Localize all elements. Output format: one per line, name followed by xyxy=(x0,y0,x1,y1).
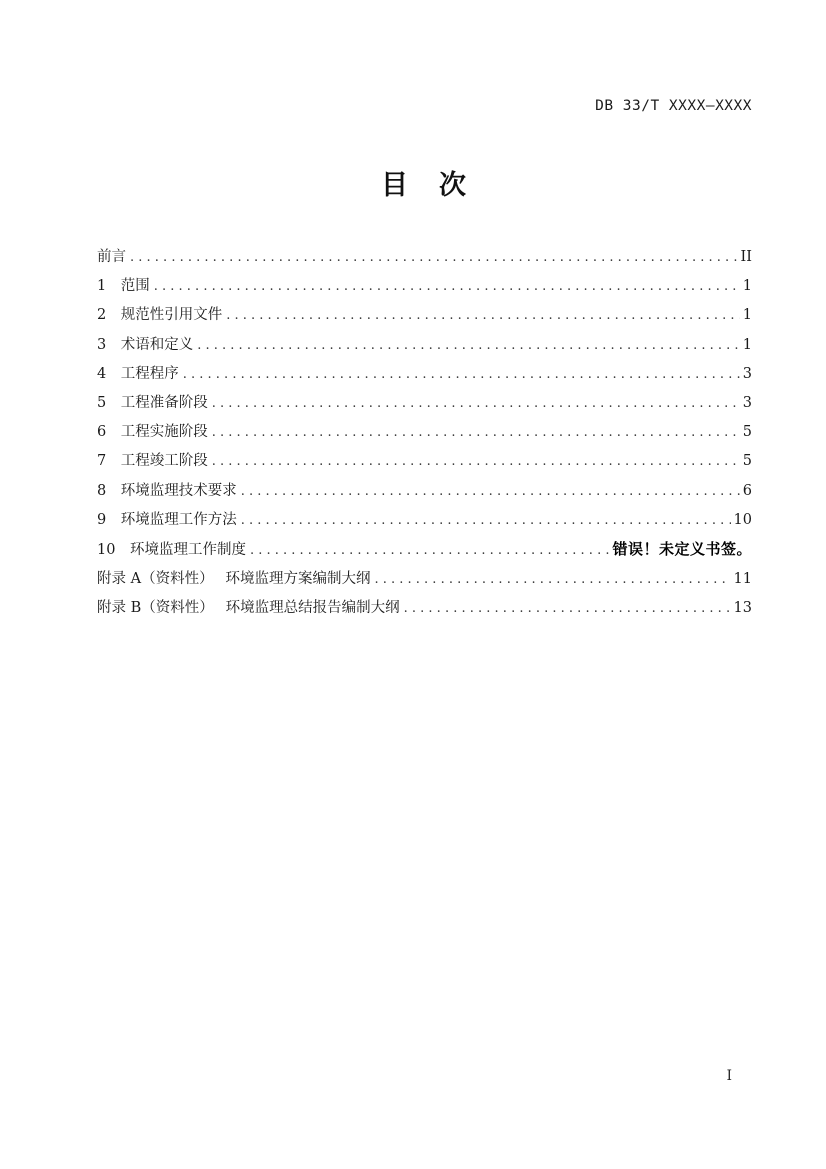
toc-page-number: 5 xyxy=(742,453,752,470)
toc-entry-label: 附录 A（资料性） 环境监理方案编制大纲 xyxy=(97,571,371,588)
toc-entry-label: 7 工程竣工阶段 xyxy=(97,453,208,470)
toc-entry-label: 1 范围 xyxy=(97,278,150,295)
toc-page-number: 1 xyxy=(742,336,752,353)
toc-entry-6[interactable] xyxy=(97,418,752,447)
dot-leader xyxy=(250,536,610,565)
toc-page-number: 11 xyxy=(733,571,752,588)
toc-entry-label: 5 工程准备阶段 xyxy=(97,395,208,412)
toc-entry-label: 2 规范性引用文件 xyxy=(97,307,223,324)
dot-leader xyxy=(212,389,740,418)
footer-page-number: I xyxy=(726,1068,732,1084)
dot-leader xyxy=(241,506,731,535)
toc-entry-2[interactable] xyxy=(97,301,752,330)
toc-page-number: 10 xyxy=(733,511,752,528)
toc-entry-foreword[interactable] xyxy=(97,243,752,272)
toc-page-number: II xyxy=(740,249,752,265)
dot-leader xyxy=(241,477,740,506)
dot-leader xyxy=(374,565,730,594)
toc-entry-label: 3 术语和定义 xyxy=(97,336,194,353)
toc-entry-1[interactable] xyxy=(97,272,752,301)
toc-entry-4[interactable] xyxy=(97,360,752,389)
toc-page-number: 13 xyxy=(733,600,752,617)
toc-page-number: 1 xyxy=(742,278,752,295)
toc-entry-5[interactable] xyxy=(97,389,752,418)
toc-entry-10[interactable] xyxy=(97,535,752,565)
toc-page-number: 3 xyxy=(742,365,752,382)
dot-leader xyxy=(226,301,740,330)
toc-entry-9[interactable] xyxy=(97,506,752,535)
dot-leader xyxy=(154,272,740,301)
toc-entry-3[interactable] xyxy=(97,331,752,360)
toc-page-number: 3 xyxy=(742,395,752,412)
toc-entry-appendix-b[interactable] xyxy=(97,594,752,623)
toc-entry-label: 6 工程实施阶段 xyxy=(97,424,208,441)
toc-entry-label: 10 环境监理工作制度 xyxy=(97,542,246,559)
dot-leader xyxy=(130,243,738,272)
page-title: 目 次 xyxy=(381,170,468,201)
standard-code-header: DB 33/T XXXX—XXXX xyxy=(595,98,752,114)
table-of-contents xyxy=(97,243,752,624)
toc-page-number: 1 xyxy=(742,307,752,324)
toc-entry-appendix-a[interactable] xyxy=(97,565,752,594)
dot-leader xyxy=(183,360,740,389)
toc-error-bookmark-text: 错误！未定义书签。 xyxy=(612,540,752,559)
dot-leader xyxy=(212,447,740,476)
dot-leader xyxy=(404,594,731,623)
toc-entry-7[interactable] xyxy=(97,447,752,476)
dot-leader xyxy=(197,331,740,360)
toc-entry-label: 4 工程程序 xyxy=(97,365,179,382)
toc-entry-label: 9 环境监理工作方法 xyxy=(97,511,237,528)
page-content xyxy=(97,0,752,624)
toc-entry-label: 附录 B（资料性） 环境监理总结报告编制大纲 xyxy=(97,600,400,617)
toc-page-number: 5 xyxy=(742,424,752,441)
toc-entry-label: 前言 xyxy=(97,249,126,265)
toc-entry-label: 8 环境监理技术要求 xyxy=(97,482,237,499)
toc-entry-8[interactable] xyxy=(97,477,752,506)
dot-leader xyxy=(212,418,740,447)
toc-page-number: 6 xyxy=(742,482,752,499)
